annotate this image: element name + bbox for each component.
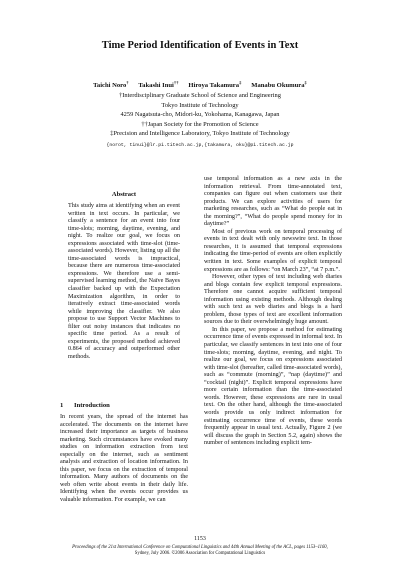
proceedings-footer: Proceedings of the 21st International Conference on Computational Linguistics and 44th Annual Meeting of the ACL, pages 1153–1160, Sydney, July 2006. ©2006 Association for Computational Linguistics	[72, 545, 328, 556]
author-2: Takashi Inui††	[138, 79, 179, 89]
paper-title: Time Period Identification of Events in Text	[101, 40, 299, 51]
affiliation-line-5: ‡Precision and Intelligence Laboratory, Tokyo Institute of Technology	[110, 130, 290, 137]
abstract-text: This study aims at identifying when an event written in text occurs. In particular, we classify a sentence for an event into four time-slots; morning, daytime, evening, and night. To realize our goal, we focus on expressions associated with time-slot (time-associated words). However, listing up all the time-associated words is impractical, because there are numerous time-associated expressions. We therefore use a semi-supervised learning method, the Naïve Bayes classifier backed up with the Expectation Maximization algorithm, in order to iteratively extract time-associated words while improving the classifier. We also propose to use Support Vector Machines to filter out noisy instances that indicates no specific time period. As a result of experiments, the proposed method achieved 0.864 of accuracy and outperformed other methods.	[68, 203, 180, 360]
paragraph: However, other types of text including web diaries and blogs contain few explicit temporal expressions. Therefore one cannot acquire sufficient temporal information using existing methods. Although dealing with such text as web diaries and blogs is a hard problem, those types of text are excellent information sources due to their overwhelmingly huge amount.	[204, 274, 342, 326]
paragraph: Most of previous work on temporal processing of events in text dealt with only newswire text. In those researches, it is assumed that temporal expressions indicating the time-period of events are often explicitly written in text. Some examples of explicit temporal expressions are as follows: “on March 23”, “at 7 p.m.”.	[204, 228, 342, 273]
page-number: 1153	[194, 536, 206, 542]
abstract-heading: Abstract	[111, 191, 137, 198]
affiliation-line-2: Tokyo Institute of Technology	[161, 101, 239, 109]
author-3: Hiroya Takamura‡	[188, 79, 242, 89]
affiliation-line-1: †Interdisciplinary Graduate School of Science and Engineering	[119, 92, 281, 99]
author-1: Taichi Noro†	[93, 79, 129, 89]
right-column-text	[204, 176, 342, 448]
section-heading-introduction: 1 Introduction	[60, 402, 110, 409]
affiliation-line-4: ††Japan Society for the Promotion of Science	[141, 120, 259, 128]
introduction-text: In recent years, the spread of the internet has accelerated. The documents on the internet have increased their importance as targets of business marketing. Such circumstances have evoked many studies on information extraction from text especially on the internet, such as sentiment analysis and extraction of location information. In this paper, we focus on the extraction of temporal information. Many authors of documents on the web often write about events in their daily life. Identifying when the events occur provides us valuable information. For example, we can	[60, 414, 188, 504]
paragraph: use temporal information as a new axis in the information retrieval. From time-annotated text, companies can figure out when customers use their products. We can explore activities of users for marketing researches, such as “What do people eat in the morning?”, “What do people spend money for in daytime?”	[204, 176, 342, 228]
affiliation-line-3: 4259 Nagatsuta-cho, Midori-ku, Yokohama, Kanagawa, Japan	[120, 111, 280, 118]
author-4: Manabu Okumura‡	[251, 79, 307, 89]
paragraph: In this paper, we propose a method for estimating occurrence time of events expressed in informal text. In particular, we classify sentences in text into one of four time-slots; morning, daytime, evening, and night. To realize our goal, we focus on expressions associated with time-slot (hereafter, called time-associated words), such as “commute (morning)”, “nap (daytime)” and “cocktail (night)”. Explicit temporal expressions have more certain information than the time-associated words. However, these expressions are rare in usual text. On the other hand, although the time-associated words provide us only indirect information for estimating occurrence time of events, these words frequently appear in usual text. Actually, Figure 2 (we will discuss the graph in Section 5.2, again) shows the number of sentences including explicit tem-	[204, 326, 342, 447]
author-list	[0, 79, 400, 89]
author-emails: {norot, tinui}@lr.pi.titech.ac.jp,{takamura, oku}@pi.titech.ac.jp	[106, 143, 294, 148]
